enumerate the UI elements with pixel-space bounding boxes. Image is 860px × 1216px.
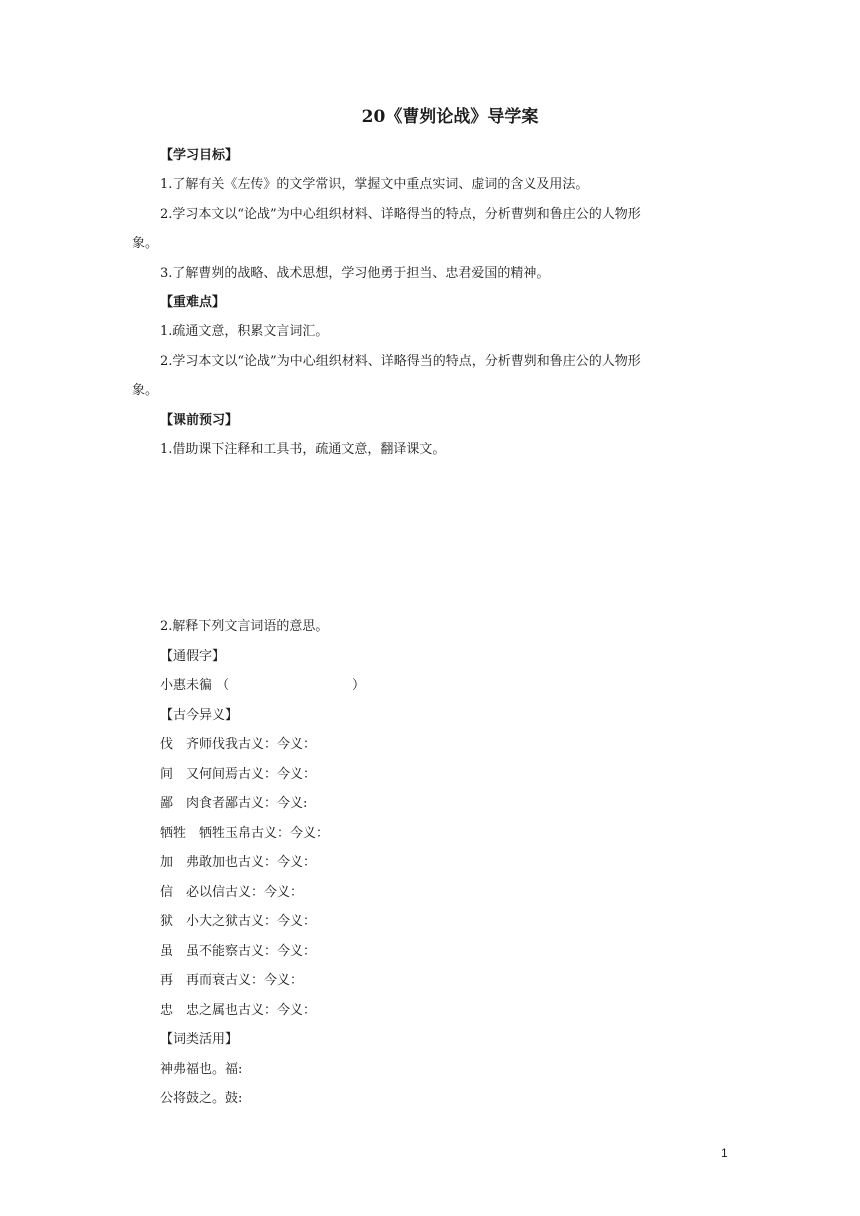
tongjiazi-entry: 小惠未徧 （: [160, 678, 230, 693]
key-point-item-2: 2.学习本文以“论战”为中心组织材料、详略得当的特点，分析曹刿和鲁庄公的人物形: [160, 354, 641, 369]
gujin-item: 伐 齐师伐我古义：今义：: [160, 737, 317, 752]
gujin-item: 再 再而衰古义：今义：: [160, 973, 304, 988]
page-title: 20《曹刿论战》导学案: [361, 107, 539, 127]
key-point-item-2-cont: 象。: [132, 383, 159, 398]
preview-item-1: 1.借助课下注释和工具书，疏通文意，翻译课文。: [160, 442, 446, 457]
gujin-item: 加 弗敢加也古义：今义：: [160, 855, 317, 870]
key-point-item-1: 1.疏通文意，积累文言词汇。: [160, 324, 329, 339]
gujin-heading: 【古今异义】: [160, 708, 239, 723]
gujin-item: 忠 忠之属也古义：今义：: [160, 1003, 317, 1018]
cilei-item: 公将鼓之。鼓:: [160, 1091, 243, 1106]
objective-item-2-cont: 象。: [132, 236, 159, 251]
cilei-heading: 【词类活用】: [160, 1032, 239, 1047]
gujin-item: 间 又何间焉古义：今义：: [160, 767, 317, 782]
page-number: 1: [721, 1146, 728, 1160]
objectives-heading: 【学习目标】: [160, 148, 239, 163]
preview-heading: 【课前预习】: [160, 413, 239, 428]
objective-item-2: 2.学习本文以“论战”为中心组织材料、详略得当的特点，分析曹刿和鲁庄公的人物形: [160, 207, 641, 222]
gujin-item: 狱 小大之狱古义：今义：: [160, 914, 317, 929]
gujin-item: 信 必以信古义：今义：: [160, 885, 304, 900]
tongjiazi-heading: 【通假字】: [160, 649, 226, 664]
key-points-heading: 【重难点】: [160, 295, 226, 310]
gujin-item: 鄙 肉食者鄙古义：今义:: [160, 796, 308, 811]
gujin-item: 虽 虽不能察古义：今义：: [160, 944, 317, 959]
objective-item-3: 3.了解曹刿的战略、战术思想，学习他勇于担当、忠君爱国的精神。: [160, 266, 550, 281]
preview-item-2: 2.解释下列文言词语的意思。: [160, 619, 329, 634]
tongjiazi-close: ）: [352, 678, 366, 693]
cilei-item: 神弗福也。福:: [160, 1062, 243, 1077]
objective-item-1: 1.了解有关《左传》的文学常识，掌握文中重点实词、虚词的含义及用法。: [160, 177, 589, 192]
gujin-item: 牺牲 牺牲玉帛古义：今义：: [160, 826, 330, 841]
